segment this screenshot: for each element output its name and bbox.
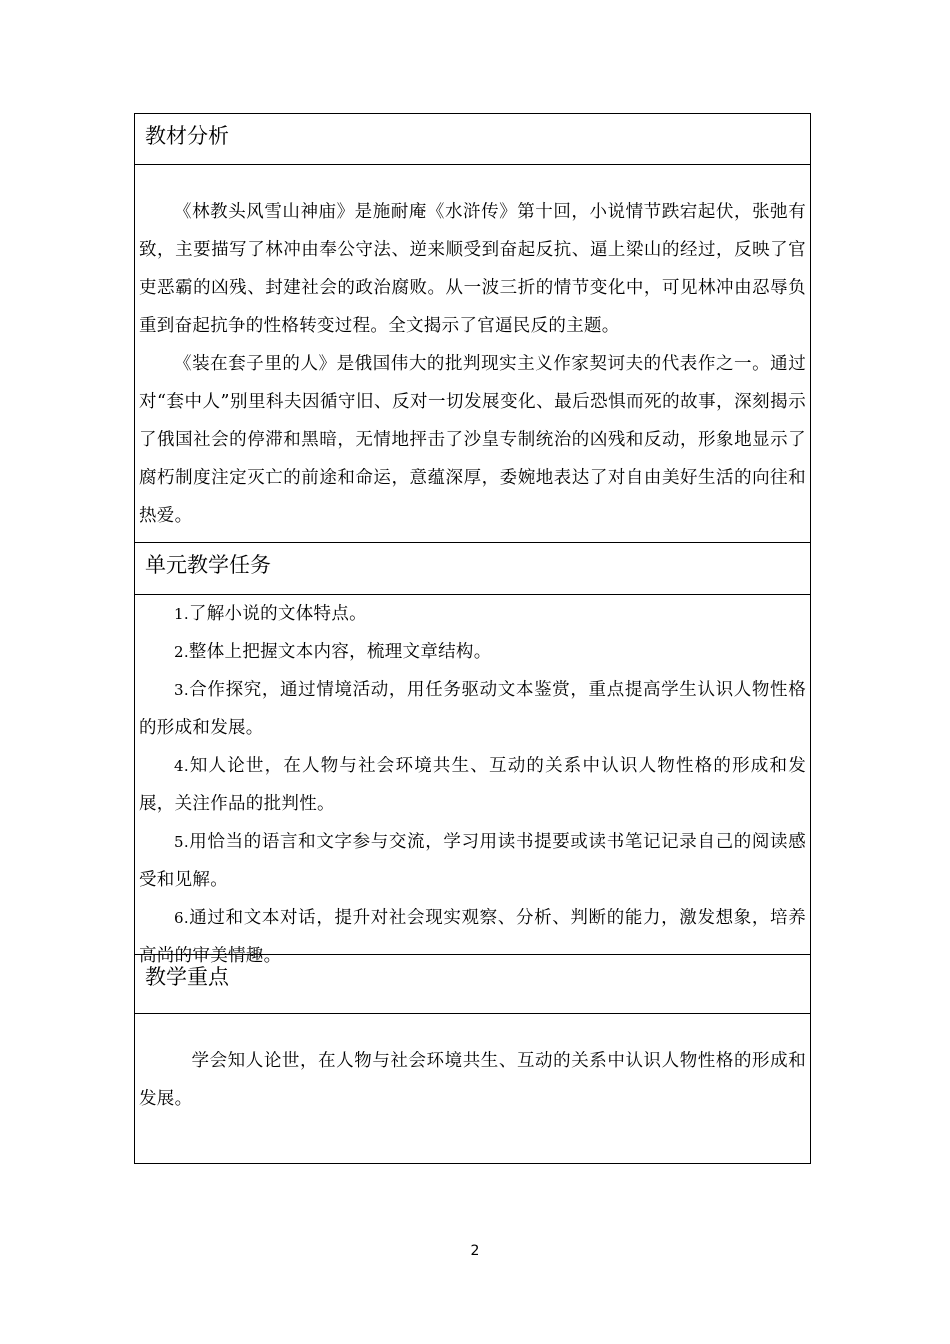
- task-number: 1.: [174, 605, 189, 623]
- section-body-unit-tasks: [135, 595, 810, 966]
- task-number: 5.: [174, 833, 189, 851]
- task-item: [139, 747, 806, 823]
- section-title-teaching-focus: 教学重点: [135, 955, 810, 1014]
- task-number: 3.: [174, 681, 189, 699]
- section-body-textbook-analysis: [135, 165, 810, 543]
- task-text: 合作探究，通过情境活动，用任务驱动文本鉴赏，重点提高学生认识人物性格的形成和发展。: [139, 680, 806, 738]
- task-number: 6.: [174, 909, 189, 927]
- task-text: 通过和文本对话，提升对社会现实观察、分析、判断的能力，激发想象，培养高尚的审美情趣。: [139, 908, 806, 966]
- analysis-paragraph: 《林教头风雪山神庙》是施耐庵《水浒传》第十回，小说情节跌宕起伏，张弛有致，主要描写了林冲由奉公守法、逆来顺受到奋起反抗、逼上梁山的经过，反映了官吏恶霸的凶残、封建社会的政治腐败。从一波三折的情节变化中，可见林冲由忍辱负重到奋起抗争的性格转变过程。全文揭示了官逼民反的主题。: [139, 202, 806, 336]
- task-item: [139, 595, 806, 633]
- task-text: 知人论世，在人物与社会环境共生、互动的关系中认识人物性格的形成和发展，关注作品的批判性。: [139, 756, 806, 814]
- analysis-paragraph: 《装在套子里的人》是俄国伟大的批判现实主义作家契诃夫的代表作之一。通过对“套中人”别里科夫因循守旧、反对一切发展变化、最后恐惧而死的故事，深刻揭示了俄国社会的停滞和黑暗，无情地抨击了沙皇专制统治的凶残和反动，形象地显示了腐朽制度注定灭亡的前途和命运，意蕴深厚，委婉地表达了对自由美好生活的向往和热爱。: [139, 354, 806, 526]
- task-item: [139, 823, 806, 899]
- section-title-unit-tasks: 单元教学任务: [135, 543, 810, 595]
- page-number: 2: [470, 1243, 480, 1259]
- task-item: [139, 633, 806, 671]
- task-text: 了解小说的文体特点。: [188, 604, 367, 624]
- lesson-plan-table: [134, 113, 811, 1164]
- task-text: 整体上把握文本内容，梳理文章结构。: [188, 642, 492, 662]
- task-item: [139, 671, 806, 747]
- section-body-teaching-focus: [135, 1014, 810, 1163]
- section-title-textbook-analysis: 教材分析: [135, 114, 810, 165]
- task-number: 4.: [174, 757, 189, 775]
- task-number: 2.: [174, 643, 189, 661]
- focus-paragraph: 学会知人论世，在人物与社会环境共生、互动的关系中认识人物性格的形成和发展。: [139, 1051, 806, 1109]
- task-text: 用恰当的语言和文字参与交流，学习用读书提要或读书笔记记录自己的阅读感受和见解。: [139, 832, 806, 890]
